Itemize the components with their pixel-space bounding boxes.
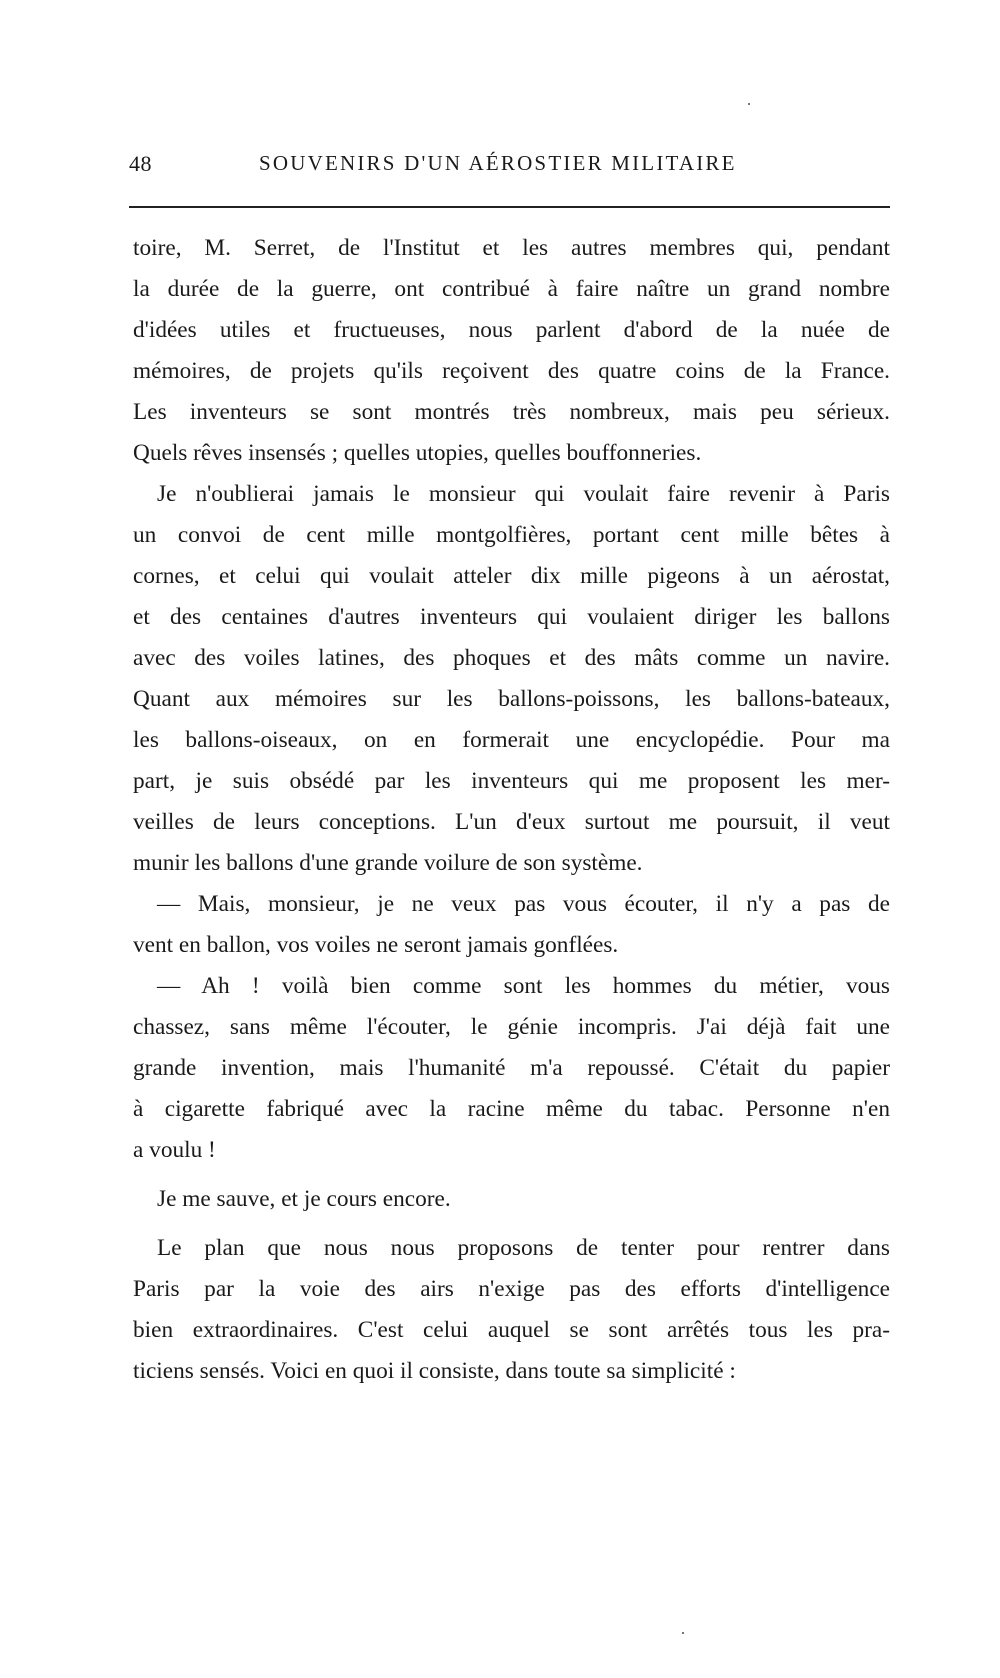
- paragraph-gap: [133, 1171, 890, 1179]
- text-line: Je me sauve, et je cours encore.: [157, 1186, 451, 1212]
- text-line: toire, M. Serret, de l'Institut et les autres membres qui, pendant: [133, 235, 890, 261]
- text-line: Les inventeurs se sont montrés très nombreux, mais peu sérieux.: [133, 399, 890, 425]
- header-rule: [129, 206, 890, 208]
- text-line: grande invention, mais l'humanité m'a repoussé. C'était du papier: [133, 1055, 890, 1081]
- text-line: Le plan que nous nous proposons de tenter pour rentrer dans: [157, 1235, 890, 1261]
- print-speck: [748, 103, 750, 105]
- text-line: Quant aux mémoires sur les ballons-poissons, les ballons-bateaux,: [133, 686, 890, 712]
- text-line: ticiens sensés. Voici en quoi il consiste, dans toute sa simplicité :: [133, 1358, 736, 1384]
- text-line: chassez, sans même l'écouter, le génie incompris. J'ai déjà fait une: [133, 1014, 890, 1040]
- text-line: Quels rêves insensés ; quelles utopies, quelles bouffonneries.: [133, 440, 702, 466]
- text-line: les ballons-oiseaux, on en formerait une encyclopédie. Pour ma: [133, 727, 890, 753]
- running-title: SOUVENIRS D'UN AÉROSTIER MILITAIRE: [259, 151, 737, 175]
- text-line: cornes, et celui qui voulait atteler dix mille pigeons à un aérostat,: [133, 563, 890, 589]
- text-line: a voulu !: [133, 1137, 216, 1163]
- paragraph: [133, 474, 890, 884]
- text-line: vent en ballon, vos voiles ne seront jamais gonflées.: [133, 932, 619, 958]
- paragraph: [133, 884, 890, 966]
- text-line: la durée de la guerre, ont contribué à faire naître un grand nombre: [133, 276, 890, 302]
- text-line: un convoi de cent mille montgolfières, portant cent mille bêtes à: [133, 522, 890, 548]
- body-text: [133, 228, 890, 1392]
- paragraph: [133, 228, 890, 474]
- text-line: munir les ballons d'une grande voilure de son système.: [133, 850, 643, 876]
- running-head: [129, 151, 889, 191]
- paragraph: [133, 966, 890, 1171]
- text-line: veilles de leurs conceptions. L'un d'eux surtout me poursuit, il veut: [133, 809, 890, 835]
- text-line: avec des voiles latines, des phoques et des mâts comme un navire.: [133, 645, 890, 671]
- print-speck: [682, 1632, 684, 1634]
- text-line: — Ah ! voilà bien comme sont les hommes du métier, vous: [157, 973, 890, 999]
- page-number: 48: [129, 151, 152, 176]
- text-line: d'idées utiles et fructueuses, nous parlent d'abord de la nuée de: [133, 317, 890, 343]
- text-line: et des centaines d'autres inventeurs qui voulaient diriger les ballons: [133, 604, 890, 630]
- paragraph: [133, 1228, 890, 1392]
- paragraph: [133, 1179, 890, 1220]
- text-line: part, je suis obsédé par les inventeurs qui me proposent les mer-: [133, 768, 890, 794]
- text-line: à cigarette fabriqué avec la racine même du tabac. Personne n'en: [133, 1096, 890, 1122]
- text-line: Paris par la voie des airs n'exige pas des efforts d'intelligence: [133, 1276, 890, 1302]
- text-line: bien extraordinaires. C'est celui auquel se sont arrêtés tous les pra-: [133, 1317, 890, 1343]
- paragraph-gap: [133, 1220, 890, 1228]
- text-line: — Mais, monsieur, je ne veux pas vous écouter, il n'y a pas de: [157, 891, 890, 917]
- text-line: mémoires, de projets qu'ils reçoivent des quatre coins de la France.: [133, 358, 890, 384]
- text-line: Je n'oublierai jamais le monsieur qui voulait faire revenir à Paris: [157, 481, 890, 507]
